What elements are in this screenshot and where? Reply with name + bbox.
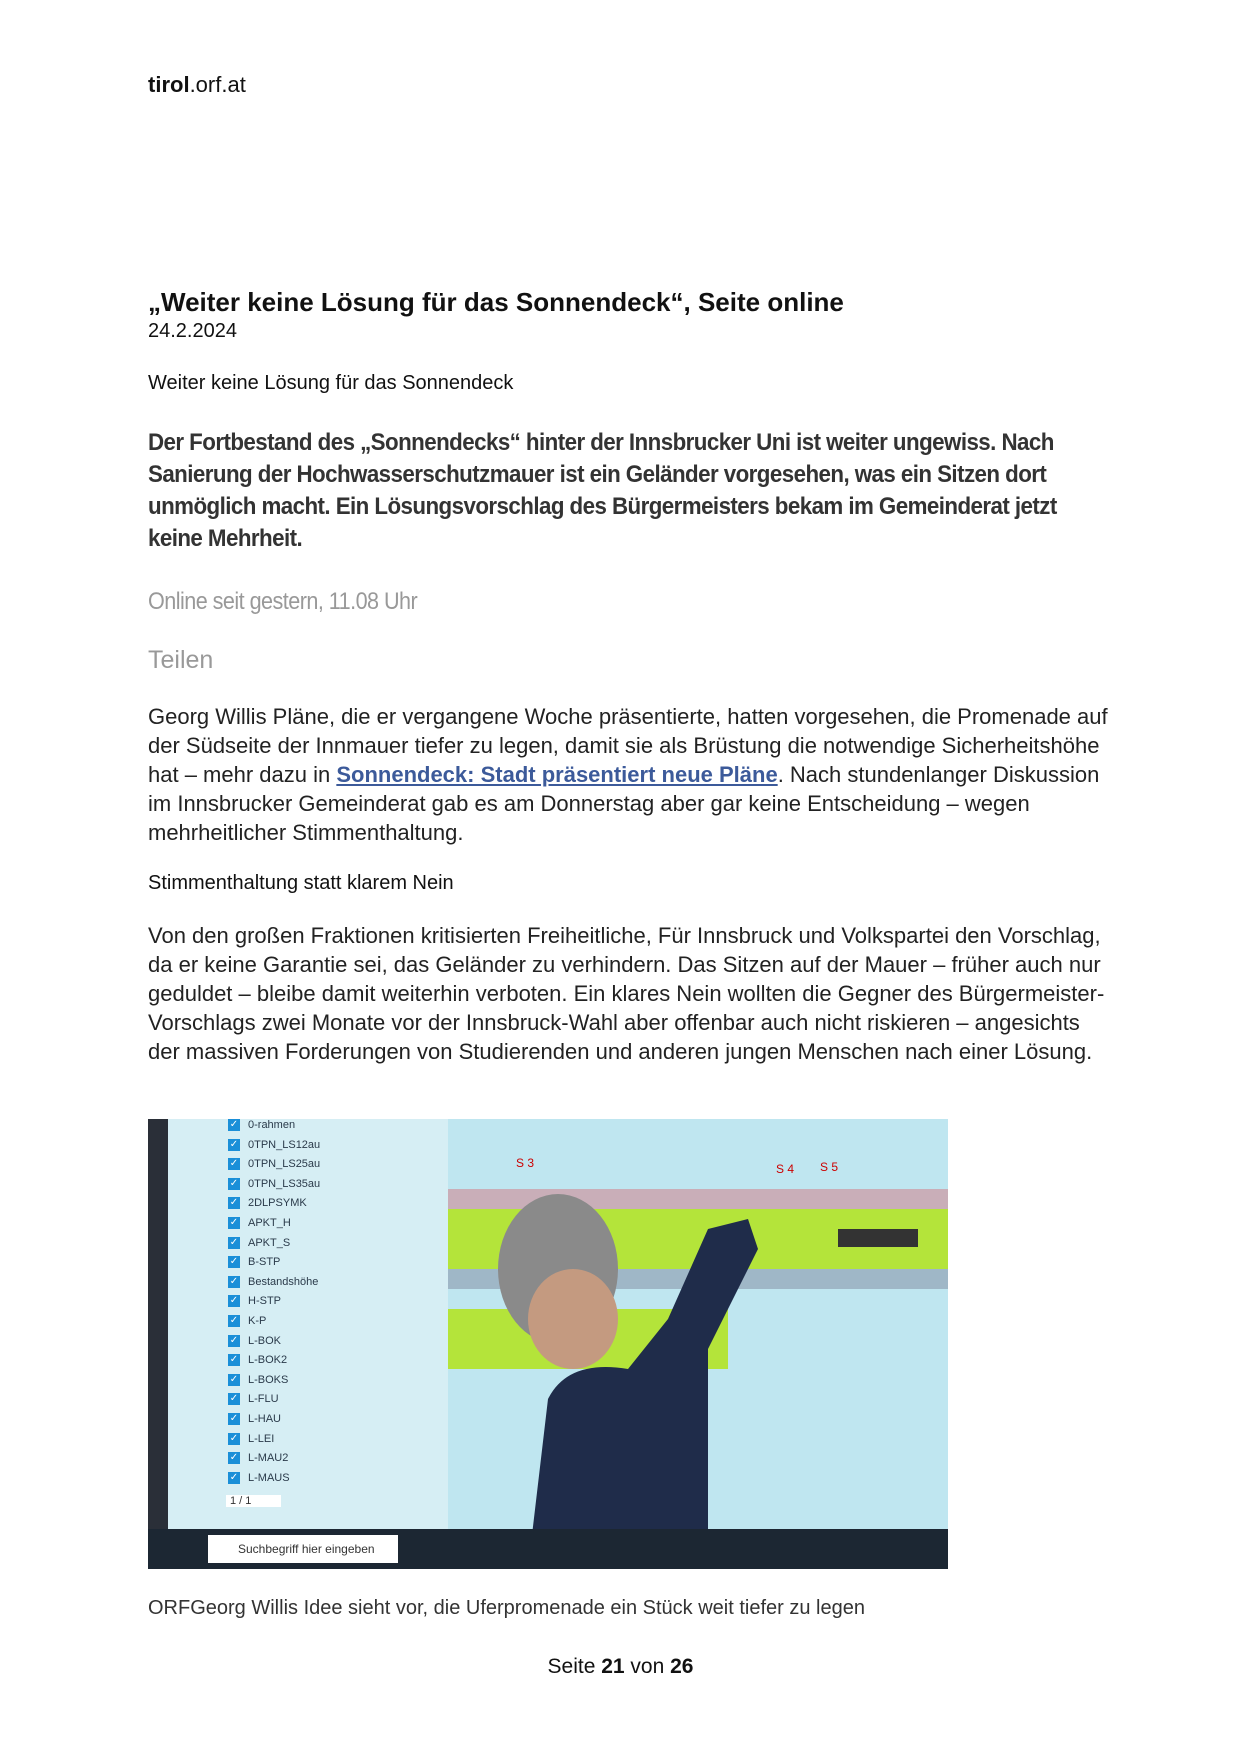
marker-label: S 5	[820, 1160, 839, 1174]
checkbox-icon: ✓	[229, 1334, 239, 1346]
checkbox-icon: ✓	[229, 1275, 239, 1287]
checkbox-icon: ✓	[229, 1413, 239, 1424]
layer-item	[228, 1374, 288, 1386]
layer-name: 0TPN_LS12au	[248, 1138, 321, 1151]
layer-item	[228, 1237, 290, 1249]
layer-name: Bestandshöhe	[248, 1275, 319, 1288]
article-subtitle: Weiter keine Lösung für das Sonnendeck	[148, 372, 514, 394]
checkbox-icon: ✓	[229, 1354, 239, 1366]
checkbox-icon: ✓	[229, 1256, 239, 1268]
layer-item	[228, 1276, 318, 1288]
layer-item	[228, 1472, 290, 1484]
layer-item	[228, 1354, 287, 1366]
layer-item	[228, 1335, 281, 1347]
share-label[interactable]: Teilen	[148, 646, 214, 674]
checkbox-icon: ✓	[229, 1432, 239, 1444]
checkbox-icon: ✓	[229, 1373, 239, 1385]
checkbox-icon: ✓	[229, 1217, 239, 1228]
checkbox-icon: ✓	[229, 1177, 239, 1189]
layer-item	[228, 1452, 288, 1464]
layer-name: L-BOKS	[248, 1373, 289, 1386]
layer-name: APKT_S	[248, 1236, 291, 1249]
layer-item	[228, 1119, 295, 1131]
layer-name: 0TPN_LS25au	[248, 1158, 321, 1171]
paragraph-2: Von den großen Fraktionen kritisierten Freiheitliche, Für Innsbruck und Volkspartei den Vorschlag, da er keine Garantie sei, das Geländer zu verhindern. Das Sitzen auf der Mauer – früher auch nur geduldet – bleibe damit weiterhin verboten. Ein klares Nein wollten die Gegner des Bürgermeister-Vorschlags zwei Monate vor der Innsbruck-Wahl aber offenbar auch nicht riskieren – angesichts der massiven Forderungen von Studierenden und anderen jungen Menschen nach einer Lösung.	[148, 923, 1105, 1064]
checkbox-icon: ✓	[229, 1138, 239, 1150]
layer-item	[228, 1139, 320, 1151]
layer-name: 0-rahmen	[248, 1119, 296, 1131]
site-name: tirol.orf.at	[148, 72, 246, 97]
page-indicator: 1 / 1	[226, 1495, 281, 1507]
marker-label: S 4	[776, 1162, 795, 1176]
layer-name: L-MAU2	[248, 1452, 289, 1465]
checkbox-icon: ✓	[229, 1119, 239, 1130]
checkbox-icon: ✓	[229, 1236, 239, 1248]
checkbox-icon: ✓	[229, 1471, 239, 1483]
layer-name: K-P	[248, 1315, 267, 1327]
layer-item	[228, 1393, 279, 1405]
article-photo	[148, 1119, 948, 1569]
checkbox-icon: ✓	[229, 1197, 239, 1209]
layer-item	[228, 1413, 281, 1425]
related-article-link[interactable]: Sonnendeck: Stadt präsentiert neue Pläne	[336, 762, 778, 787]
layer-item	[228, 1178, 320, 1190]
photo-caption: ORFGeorg Willis Idee sieht vor, die Uferpromenade ein Stück weit tiefer zu legen	[148, 1597, 865, 1619]
section-heading: Stimmenthaltung statt klarem Nein	[148, 872, 454, 894]
layer-name: L-HAU	[248, 1413, 282, 1425]
checkbox-icon: ✓	[229, 1393, 239, 1405]
layer-name: L-MAUS	[248, 1471, 290, 1484]
page-footer: Seite 21 von 26	[547, 1655, 694, 1678]
online-since: Online seit gestern, 11.08 Uhr	[148, 588, 418, 615]
checkbox-icon: ✓	[229, 1158, 239, 1170]
layer-name: 2DLPSYMK	[248, 1197, 307, 1210]
layer-item	[228, 1256, 280, 1268]
layer-item	[228, 1315, 266, 1327]
layer-item	[228, 1197, 307, 1209]
article-title: „Weiter keine Lösung für das Sonnendeck“, Seite online	[148, 287, 844, 317]
article-date: 24.2.2024	[148, 320, 237, 342]
paragraph-1: Georg Willis Pläne, die er vergangene Woche präsentierte, hatten vorgesehen, die Promenade auf der Südseite der Innmauer tiefer zu legen, damit sie als Brüstung die notwendige Sicherheitshöhe hat – mehr dazu in Sonnendeck: Stadt präsentiert neue Pläne. Nach stundenlanger Diskussion im Innsbrucker Gemeinderat gab es am Donnerstag aber gar keine Entscheidung – wegen mehrheitlicher Stimmenthaltung.	[148, 704, 1108, 845]
layer-name: L-FLU	[248, 1393, 279, 1406]
checkbox-icon: ✓	[229, 1315, 239, 1326]
checkbox-icon: ✓	[229, 1452, 239, 1464]
checkbox-icon: ✓	[229, 1295, 239, 1307]
layer-name: 0TPN_LS35au	[248, 1177, 321, 1190]
layer-name: L-BOK2	[248, 1354, 288, 1367]
layer-item	[228, 1217, 291, 1229]
layer-item	[228, 1158, 320, 1170]
layer-name: H-STP	[248, 1295, 281, 1308]
layer-name: L-BOK	[248, 1334, 282, 1347]
layer-name: L-LEI	[248, 1432, 275, 1445]
layer-name: B-STP	[248, 1256, 281, 1269]
layer-name: APKT_H	[248, 1217, 291, 1229]
marker-label: S 3	[516, 1156, 535, 1170]
taskbar-search: Suchbegriff hier eingeben	[238, 1542, 375, 1556]
layer-item	[228, 1295, 281, 1307]
layer-item	[228, 1433, 274, 1445]
article-lead: Der Fortbestand des „Sonnendecks“ hinter der Innsbrucker Uni ist weiter ungewiss. Nach Sanierung der Hochwasserschutzmauer ist ein Geländer vorgesehen, was ein Sitzen dort unmöglich macht. Ein Lösungsvorschlag des Bürgermeisters bekam im Gemeinderat jetzt keine Mehrheit.	[148, 429, 1057, 552]
